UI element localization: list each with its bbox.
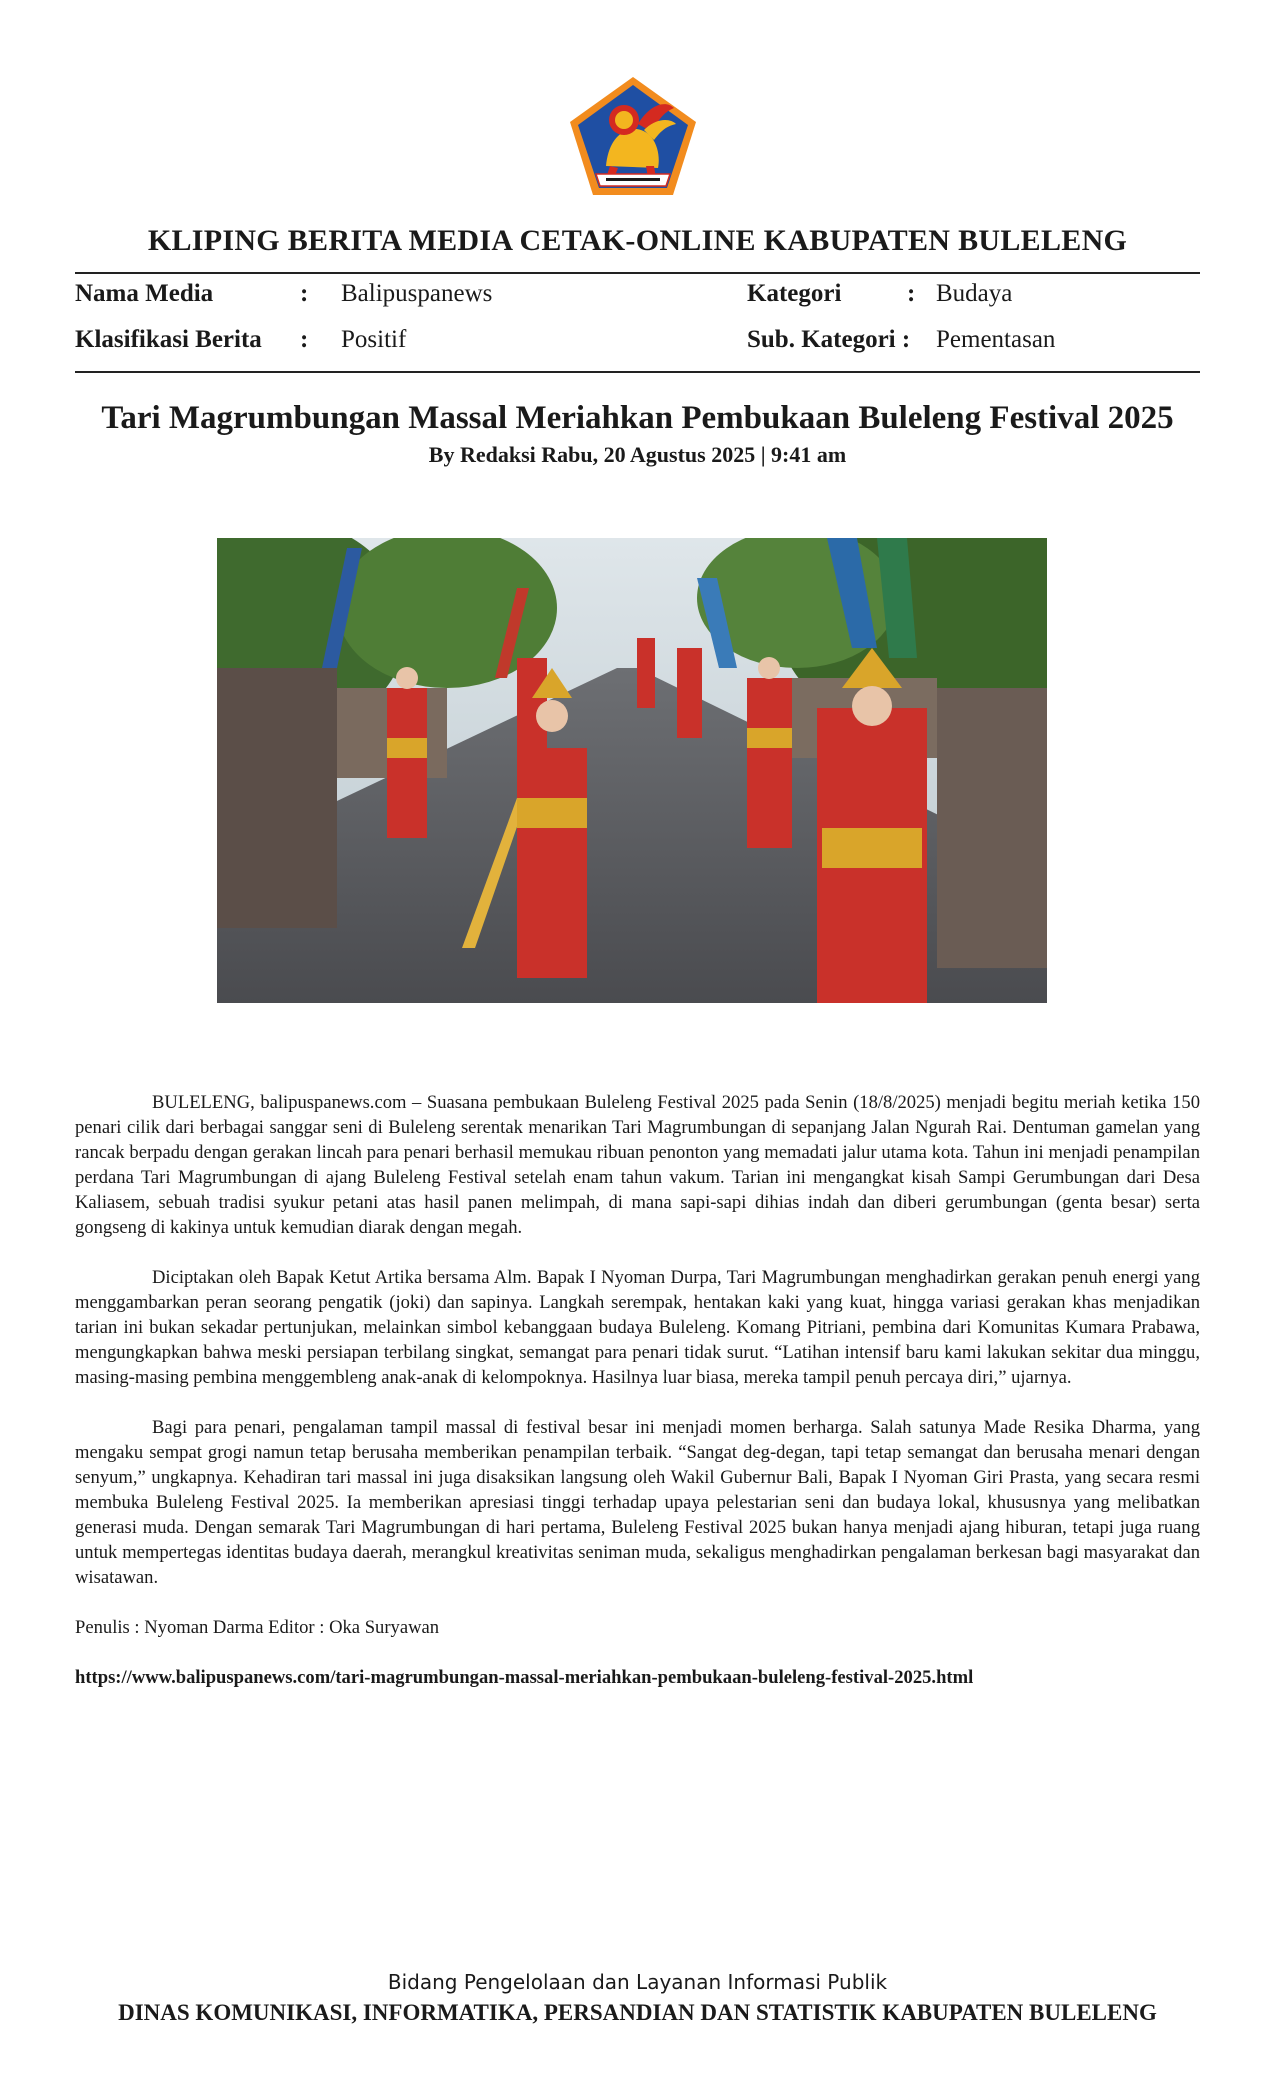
article-credit: Penulis : Nyoman Darma Editor : Oka Suryawan bbox=[75, 1617, 440, 1638]
article-body bbox=[75, 1090, 1200, 1715]
subkategori-value: Pementasan bbox=[936, 326, 1056, 353]
article-headline: Tari Magrumbungan Massal Meriahkan Pembukaan Buleleng Festival 2025 bbox=[101, 400, 1174, 436]
article-paragraph-2: Diciptakan oleh Bapak Ketut Artika bersama Alm. Bapak I Nyoman Durpa, Tari Magrumbungan menghadirkan gerakan penuh energi yang menggambarkan peran seorang pengatik (joki) dan sapinya. Langkah serempak, hentakan kaki yang kuat, hingga variasi gerakan khas menjadikan tarian ini bukan sekadar pertunjukan, melainkan simbol kebanggaan budaya Buleleng. Komang Pitriani, pembina dari Komunitas Kumara Prabawa, mengungkapkan bahwa meski persiapan terbilang singkat, semangat para penari tidak surut. “Latihan intensif baru kami lakukan sekitar dua minggu, masing-masing pembina menggembleng anak-anak di kelompoknya. Hasilnya luar biasa, mereka tampil penuh percaya diri,” ujarnya. bbox=[75, 1267, 1200, 1388]
footer-division: Bidang Pengelolaan dan Layanan Informasi Publik bbox=[387, 1970, 888, 1994]
buleleng-regency-logo bbox=[566, 74, 700, 198]
subkategori-label: Sub. Kategori : bbox=[747, 326, 911, 353]
article-photo bbox=[217, 538, 1047, 1003]
kategori-colon: : bbox=[907, 280, 916, 307]
article-paragraph-1: BULELENG, balipuspanews.com – Suasana pembukaan Buleleng Festival 2025 pada Senin (18/8/2025) menjadi begitu meriah ketika 150 penari cilik dari berbagai sanggar seni di Buleleng serentak menarikan Tari Magrumbungan di sepanjang Jalan Ngurah Rai. Dentuman gamelan yang rancak berpadu dengan gerakan lincah para penari berhasil memukau ribuan penonton yang memadati jalur utama kota. Tahun ini menjadi penampilan perdana Tari Magrumbungan di ajang Buleleng Festival setelah enam tahun vakum. Tarian ini mengangkat kisah Sampi Gerumbungan dari Desa Kaliasem, sebuah tradisi syukur petani atas hasil panen melimpah, di mana sapi-sapi dihias indah dan diberi gerumbungan (genta besar) serta gongseng di kakinya untuk kemudian diarak dengan megah. bbox=[75, 1092, 1200, 1238]
kategori-value: Budaya bbox=[936, 280, 1013, 307]
clipping-title: KLIPING BERITA MEDIA CETAK-ONLINE KABUPATEN BULELENG bbox=[147, 224, 1128, 257]
klasifikasi-colon: : bbox=[300, 326, 309, 353]
media-value: Balipuspanews bbox=[341, 280, 493, 307]
footer-agency: DINAS KOMUNIKASI, INFORMATIKA, PERSANDIAN DAN STATISTIK KABUPATEN BULELENG bbox=[118, 2000, 1157, 2025]
kategori-label: Kategori bbox=[747, 280, 842, 307]
singa-ambara-raja-emblem-icon bbox=[566, 74, 700, 198]
article-paragraph-3: Bagi para penari, pengalaman tampil massal di festival besar ini menjadi momen berharga. Salah satunya Made Resika Dharma, yang mengaku sempat grogi namun tetap berusaha memberikan penampilan terbaik. “Sangat deg-degan, tapi tetap semangat dan berusaha menari dengan senyum,” ungkapnya. Kehadiran tari massal ini juga disaksikan langsung oleh Wakil Gubernur Bali, Bapak I Nyoman Giri Prasta, yang secara resmi membuka Buleleng Festival 2025. Ia memberikan apresiasi tinggi terhadap upaya pelestarian seni dan budaya lokal, khususnya yang melibatkan generasi muda. Dengan semarak Tari Magrumbungan di hari pertama, Buleleng Festival 2025 bukan hanya menjadi ajang hiburan, tetapi juga ruang untuk mempertegas identitas budaya daerah, merangkul kreativitas seniman muda, sekaligus menghadirkan pengalaman berkesan bagi masyarakat dan wisatawan. bbox=[75, 1417, 1200, 1588]
article-byline: By Redaksi Rabu, 20 Agustus 2025 | 9:41 am bbox=[428, 442, 847, 467]
article-source-url[interactable]: https://www.balipuspanews.com/tari-magrumbungan-massal-meriahkan-pembukaan-buleleng-festival-2025.html bbox=[75, 1667, 974, 1688]
meta-row-media bbox=[75, 280, 1200, 316]
klasifikasi-label: Klasifikasi Berita bbox=[75, 326, 262, 353]
media-colon: : bbox=[300, 280, 309, 307]
klasifikasi-value: Positif bbox=[341, 326, 407, 353]
meta-row-klasifikasi bbox=[75, 326, 1200, 362]
dancers-street-photo-icon bbox=[217, 538, 1047, 1003]
top-divider bbox=[75, 272, 1200, 274]
bottom-divider bbox=[75, 371, 1200, 373]
media-label: Nama Media bbox=[75, 280, 214, 307]
